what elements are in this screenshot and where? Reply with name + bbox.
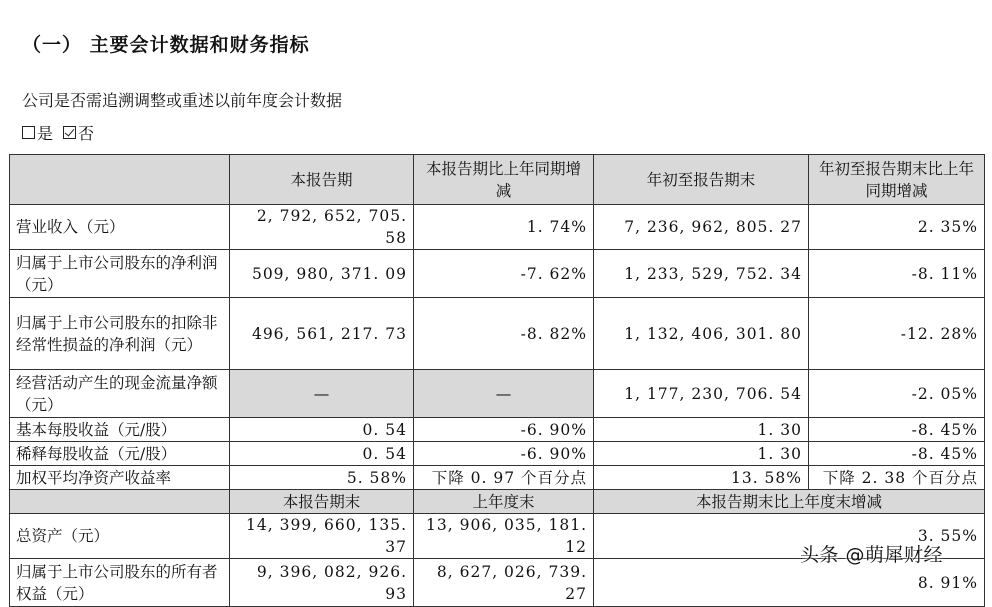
table-header-cell: 年初至报告期末比上年同期增减 bbox=[809, 155, 985, 205]
table-cell: 0. 54 bbox=[230, 442, 414, 466]
table-cell: 2. 35% bbox=[809, 205, 985, 250]
table-cell: 8, 627, 026, 739. 27 bbox=[414, 559, 594, 607]
table-cell: 9, 396, 082, 926. 93 bbox=[230, 559, 414, 607]
row-label: 基本每股收益（元/股） bbox=[10, 418, 230, 442]
restatement-options bbox=[22, 121, 94, 144]
table-row bbox=[10, 298, 985, 370]
row-label: 营业收入（元） bbox=[10, 205, 230, 250]
table-row bbox=[10, 250, 985, 298]
table-cell: -6. 90% bbox=[414, 418, 594, 442]
table-header-corner bbox=[10, 155, 230, 205]
checkbox-unchecked-icon[interactable] bbox=[22, 126, 35, 139]
table-cell: 1, 177, 230, 706. 54 bbox=[594, 370, 809, 418]
table-cell: 13. 58% bbox=[594, 466, 809, 490]
table-header-cell: 本报告期比上年同期增减 bbox=[414, 155, 594, 205]
table-row bbox=[10, 466, 985, 490]
option-yes[interactable] bbox=[22, 121, 53, 144]
table-header-cell: 本报告期 bbox=[230, 155, 414, 205]
watermark-label: 头条 @萌犀财经 bbox=[800, 544, 944, 566]
row-label: 经营活动产生的现金流量净额（元） bbox=[10, 370, 230, 418]
table-cell: 3. 55% bbox=[594, 514, 985, 559]
table-cell: -2. 05% bbox=[809, 370, 985, 418]
table-cell: -12. 28% bbox=[809, 298, 985, 370]
table-header-row bbox=[10, 155, 985, 205]
checkbox-checked-icon[interactable] bbox=[63, 126, 76, 139]
table-header-cell: 上年度末 bbox=[414, 490, 594, 514]
table-cell: 0. 54 bbox=[230, 418, 414, 442]
table-row bbox=[10, 418, 985, 442]
table-cell: 1. 30 bbox=[594, 418, 809, 442]
table-cell: 1, 132, 406, 301. 80 bbox=[594, 298, 809, 370]
row-label: 稀释每股收益（元/股） bbox=[10, 442, 230, 466]
restatement-question: 公司是否需追溯调整或重述以前年度会计数据 bbox=[22, 91, 343, 110]
table-cell: 509, 980, 371. 09 bbox=[230, 250, 414, 298]
table-cell: 1, 233, 529, 752. 34 bbox=[594, 250, 809, 298]
row-label: 归属于上市公司股东的所有者权益（元） bbox=[10, 559, 230, 607]
table-row bbox=[10, 442, 985, 466]
table-row bbox=[10, 370, 985, 418]
row-label: 总资产（元） bbox=[10, 514, 230, 559]
table-cell: 2, 792, 652, 705. 58 bbox=[230, 205, 414, 250]
table-cell: 14, 399, 660, 135. 37 bbox=[230, 514, 414, 559]
table-subheader-row bbox=[10, 490, 985, 514]
table-cell: — bbox=[414, 370, 594, 418]
table-cell: 496, 561, 217. 73 bbox=[230, 298, 414, 370]
section-title: （一） 主要会计数据和财务指标 bbox=[22, 34, 310, 56]
table-cell: 13, 906, 035, 181. 12 bbox=[414, 514, 594, 559]
table-row bbox=[10, 205, 985, 250]
row-label: 归属于上市公司股东的扣除非经常性损益的净利润（元） bbox=[10, 298, 230, 370]
table-cell: 7, 236, 962, 805. 27 bbox=[594, 205, 809, 250]
option-no-label: 否 bbox=[78, 124, 95, 143]
table-cell: 5. 58% bbox=[230, 466, 414, 490]
table-cell: 1. 30 bbox=[594, 442, 809, 466]
table-header-cell: 年初至报告期末 bbox=[594, 155, 809, 205]
table-cell: -8. 11% bbox=[809, 250, 985, 298]
table-cell: -6. 90% bbox=[414, 442, 594, 466]
table-cell: 1. 74% bbox=[414, 205, 594, 250]
table-cell: -8. 45% bbox=[809, 442, 985, 466]
table-cell: -8. 45% bbox=[809, 418, 985, 442]
table-cell: 8. 91% bbox=[594, 559, 985, 607]
table-header-cell: 本报告期末比上年度末增减 bbox=[594, 490, 985, 514]
table-cell: 下降 0. 97 个百分点 bbox=[414, 466, 594, 490]
table-header-cell: 本报告期末 bbox=[230, 490, 414, 514]
table-cell: -7. 62% bbox=[414, 250, 594, 298]
table-subheader-corner bbox=[10, 490, 230, 514]
option-no[interactable] bbox=[63, 121, 94, 144]
table-cell: — bbox=[230, 370, 414, 418]
option-yes-label: 是 bbox=[37, 124, 54, 143]
table-cell: -8. 82% bbox=[414, 298, 594, 370]
row-label: 加权平均净资产收益率 bbox=[10, 466, 230, 490]
table-cell: 下降 2. 38 个百分点 bbox=[809, 466, 985, 490]
row-label: 归属于上市公司股东的净利润（元） bbox=[10, 250, 230, 298]
